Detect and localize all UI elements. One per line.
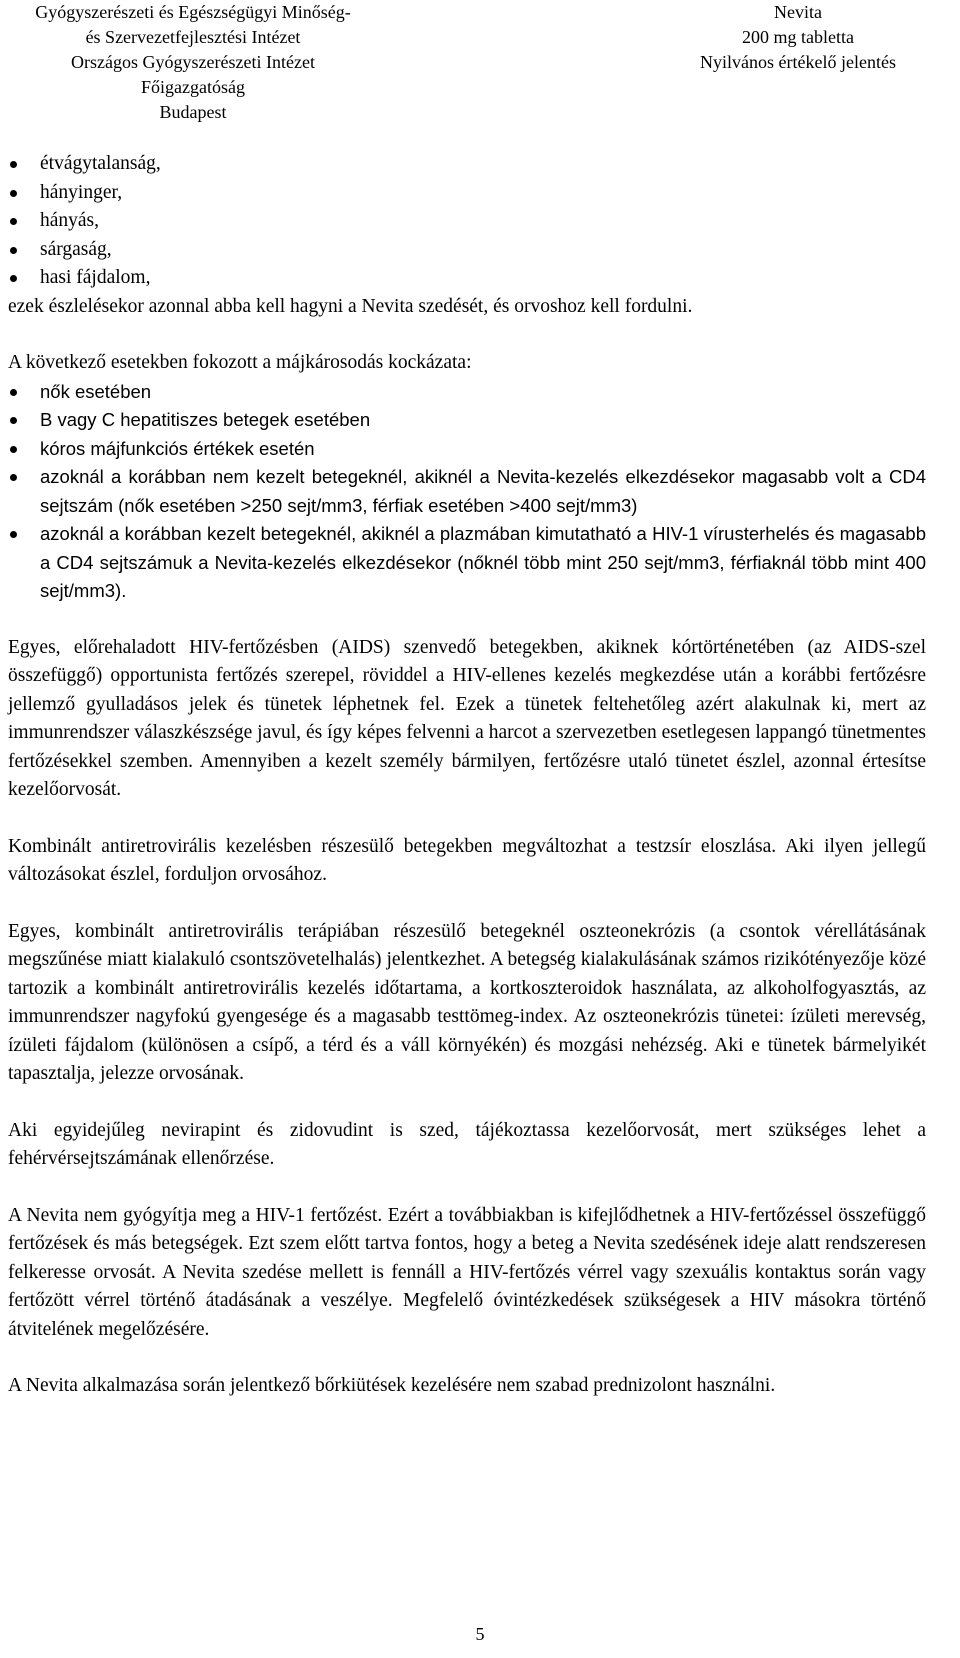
list-item: étvágytalanság,	[8, 150, 926, 179]
list-item: nők esetében	[8, 378, 926, 407]
list-item: B vagy C hepatitiszes betegek esetében	[8, 406, 926, 435]
paragraph-zidovudine: Aki egyidejűleg nevirapint és zidovudint is szed, tájékoztassa kezelőorvosát, mert szükséges lehet a fehérvérsejtszámának ellenőrzése.	[8, 1119, 926, 1169]
header-report-type: Nyilvános értékelő jelentés	[700, 52, 896, 72]
document-body	[8, 150, 926, 1401]
list-item: hányás,	[8, 207, 926, 236]
header-institution-block	[8, 0, 378, 125]
header-institution-line: Budapest	[159, 102, 227, 122]
paragraph-prednisolone: A Nevita alkalmazása során jelentkező bőrkiütések kezelésére nem szabad prednizolont használni.	[8, 1375, 776, 1396]
symptoms-conclusion: ezek észlelésekor azonnal abba kell hagyni a Nevita szedését, és orvoshoz kell fordulni.	[8, 295, 693, 317]
header-product-block	[668, 0, 928, 75]
list-item: kóros májfunkciós értékek esetén	[8, 435, 926, 464]
list-item: azoknál a korábban nem kezelt betegeknél, akiknél a Nevita-kezelés elkezdésekor magasabb volt a CD4 sejtszám (nők esetében >250 sejt/mm3, férfiak esetében >400 sejt/mm3)	[8, 463, 926, 520]
paragraph-hiv-transmission: A Nevita nem gyógyítja meg a HIV-1 fertőzést. Ezért a továbbiakban is kifejlődhetnek a HIV-fertőzéssel összefüggő fertőzések és más betegségek. Ezt szem előtt tartva fontos, hogy a beteg a Nevita szedésének ideje alatt rendszeresen felkeresse orvosát. A Nevita szedése mellett is fennáll a HIV-fertőzés vérrel vagy szexuális kontaktus során vagy fertőzött vérrel történő átadásának a veszélye. Megfelelő óvintézkedések szükségesek a HIV másokra történő átvitelének megelőzésére.	[8, 1204, 926, 1340]
header-institution-line: és Szervezetfejlesztési Intézet	[85, 27, 301, 47]
paragraph-immune-reconstitution: Egyes, előrehaladott HIV-fertőzésben (AIDS) szenvedő betegekben, akiknek kórtörténetében (az AIDS-szel összefüggő) opportunista fertőzés szerepel, röviddel a HIV-ellenes kezelés megkezdése után a korábbi fertőzésre jellemző gyulladásos jelek és tünetek léphetnek fel. Ezek a tünetek feltehetőleg azért alakulnak ki, mert az immunrendszer válaszkészsége javul, és így képes felvenni a harcot a szervezetben esetlegesen lappangó tünetmentes fertőzésekkel szemben. Amennyiben a kezelt személy bármilyen, fertőzésre utaló tünetet észlel, azonnal értesítse kezelőorvosát.	[8, 636, 926, 800]
risk-list	[8, 378, 926, 606]
paragraph-body-fat: Kombinált antiretrovirális kezelésben részesülő betegekben megváltozhat a testzsír eloszlása. Aki ilyen jellegű változásokat észlel, forduljon orvosához.	[8, 835, 926, 885]
list-item: azoknál a korábban kezelt betegeknél, akiknél a plazmában kimutatható a HIV-1 vírusterhelés és magasabb a CD4 sejtszámuk a Nevita-kezelés elkezdésekor (nőknél több mint 250 sejt/mm3, férfiaknál több mint 400 sejt/mm3).	[8, 520, 926, 606]
header-institution-line: Gyógyszerészeti és Egészségügyi Minőség-	[35, 2, 351, 22]
symptoms-list	[8, 150, 926, 293]
risk-intro: A következő esetekben fokozott a májkárosodás kockázata:	[8, 352, 472, 373]
header-product-strength: 200 mg tabletta	[742, 27, 854, 47]
list-item: hasi fájdalom,	[8, 264, 926, 293]
list-item: hányinger,	[8, 179, 926, 208]
list-item: sárgaság,	[8, 236, 926, 265]
header-institution-line: Országos Gyógyszerészeti Intézet	[71, 52, 315, 72]
page-number: 5	[475, 1624, 485, 1644]
header-institution-line: Főigazgatóság	[141, 77, 245, 97]
paragraph-osteonecrosis: Egyes, kombinált antiretrovirális terápiában részesülő betegeknél oszteonekrózis (a csontok vérellátásának megszűnése miatt kialakuló csontszövetelhalás) jelentkezhet. A betegség kialakulásának számos rizikótényezője közé tartozik a kombinált antiretrovirális kezelés időtartama, a kortkoszteroidok használata, az alkoholfogyasztás, az immunrendszer nagyfokú gyengesége és a magasabb testtömeg-index. Az oszteonekrózis tünetei: ízületi merevség, ízületi fájdalom (különösen a csípő, a térd és a váll környékén) és mozgási nehézség. Aki e tünetek bármelyikét tapasztalja, jelezze orvosának.	[8, 920, 926, 1084]
header-product-name: Nevita	[774, 2, 822, 22]
